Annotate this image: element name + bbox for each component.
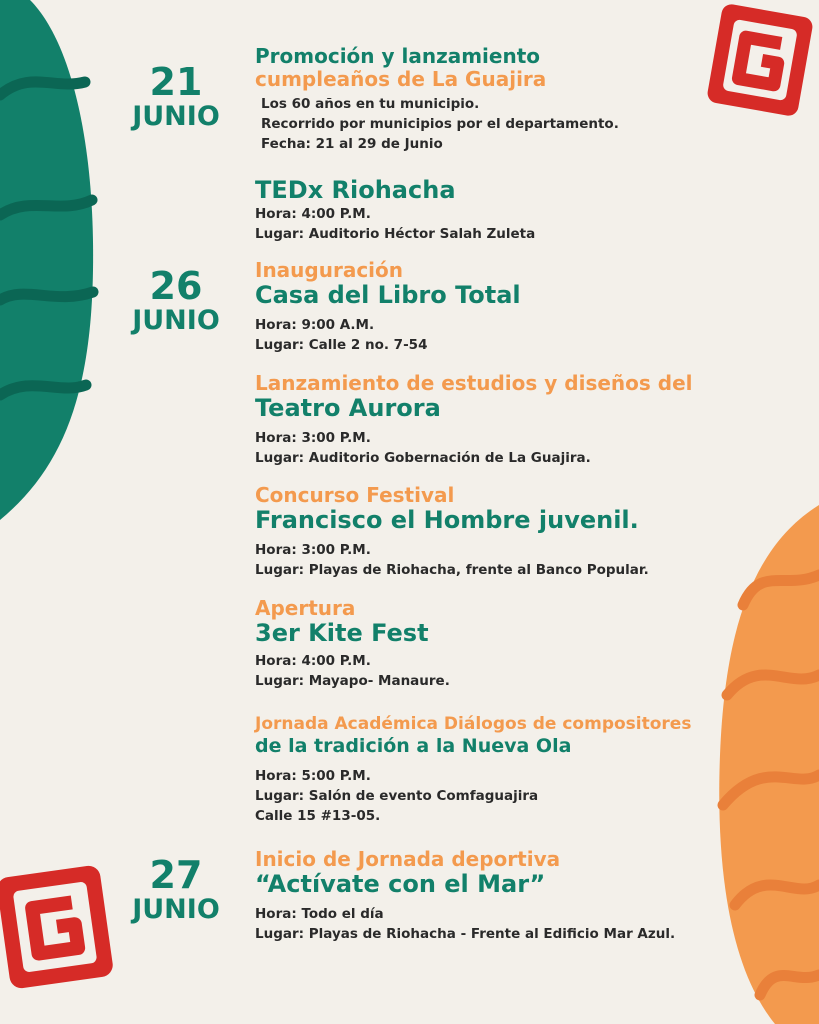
date-month: JUNIO xyxy=(132,305,220,336)
event-detail: Lugar: Calle 2 no. 7-54 xyxy=(255,337,428,353)
event-detail: Calle 15 #13-05. xyxy=(255,808,381,824)
event-detail: Lugar: Playas de Riohacha - Frente al Edificio Mar Azul. xyxy=(255,926,676,942)
event-teatro-aurora xyxy=(255,372,693,468)
event-detail: Hora: 3:00 P.M. xyxy=(255,542,371,558)
event-detail: Lugar: Auditorio Gobernación de La Guajira. xyxy=(255,450,591,466)
event-title: Teatro Aurora xyxy=(255,394,441,422)
date-21-junio xyxy=(120,60,232,132)
event-jornada-academica xyxy=(255,714,691,826)
event-detail: Hora: 4:00 P.M. xyxy=(255,206,371,222)
event-title: TEDx Riohacha xyxy=(255,176,456,204)
spiral-logo-bottom-left xyxy=(0,855,120,995)
event-kite-fest xyxy=(255,597,450,691)
green-wave-shape xyxy=(0,0,100,525)
date-27-junio xyxy=(120,853,232,925)
date-26-junio xyxy=(120,264,232,336)
date-day: 27 xyxy=(149,853,203,897)
event-detail: Hora: Todo el día xyxy=(255,906,384,922)
event-detail: Fecha: 21 al 29 de Junio xyxy=(261,136,443,152)
event-subtitle: Lanzamiento de estudios y diseños del xyxy=(255,371,693,395)
date-day: 21 xyxy=(149,60,203,104)
date-month: JUNIO xyxy=(132,894,220,925)
event-title: Francisco el Hombre juvenil. xyxy=(255,506,639,534)
spiral-logo-top-right xyxy=(702,0,819,123)
event-title: de la tradición a la Nueva Ola xyxy=(255,735,572,757)
event-activate-con-el-mar xyxy=(255,848,675,944)
event-title: Casa del Libro Total xyxy=(255,281,521,309)
event-detail: Lugar: Mayapo- Manaure. xyxy=(255,673,450,689)
event-detail: Hora: 5:00 P.M. xyxy=(255,768,371,784)
date-month: JUNIO xyxy=(132,101,220,132)
event-subtitle: Inicio de Jornada deportiva xyxy=(255,847,561,871)
event-detail: Los 60 años en tu municipio. xyxy=(261,96,480,112)
event-detail: Lugar: Playas de Riohacha, frente al Banco Popular. xyxy=(255,562,649,578)
event-detail: Lugar: Auditorio Héctor Salah Zuleta xyxy=(255,226,536,242)
event-casa-del-libro xyxy=(255,259,521,355)
event-subtitle: Jornada Académica Diálogos de compositores xyxy=(255,714,692,734)
event-cumpleanos-guajira xyxy=(255,45,619,154)
event-detail: Lugar: Salón de evento Comfaguajira xyxy=(255,788,539,804)
orange-wave-shape xyxy=(715,505,819,1024)
event-detail: Recorrido por municipios por el departamento. xyxy=(261,116,619,132)
event-tedx xyxy=(255,176,535,244)
event-detail: Hora: 9:00 A.M. xyxy=(255,317,375,333)
event-title: 3er Kite Fest xyxy=(255,619,429,647)
event-title: Promoción y lanzamiento xyxy=(255,44,541,68)
event-detail: Hora: 3:00 P.M. xyxy=(255,430,371,446)
event-subtitle: Concurso Festival xyxy=(255,483,455,507)
event-subtitle: Inauguración xyxy=(255,258,404,282)
event-detail: Hora: 4:00 P.M. xyxy=(255,653,371,669)
event-francisco-el-hombre xyxy=(255,484,649,580)
event-subtitle: cumpleaños de La Guajira xyxy=(255,67,547,91)
event-subtitle: Apertura xyxy=(255,596,356,620)
event-title: “Actívate con el Mar” xyxy=(255,870,546,898)
date-day: 26 xyxy=(149,264,203,308)
